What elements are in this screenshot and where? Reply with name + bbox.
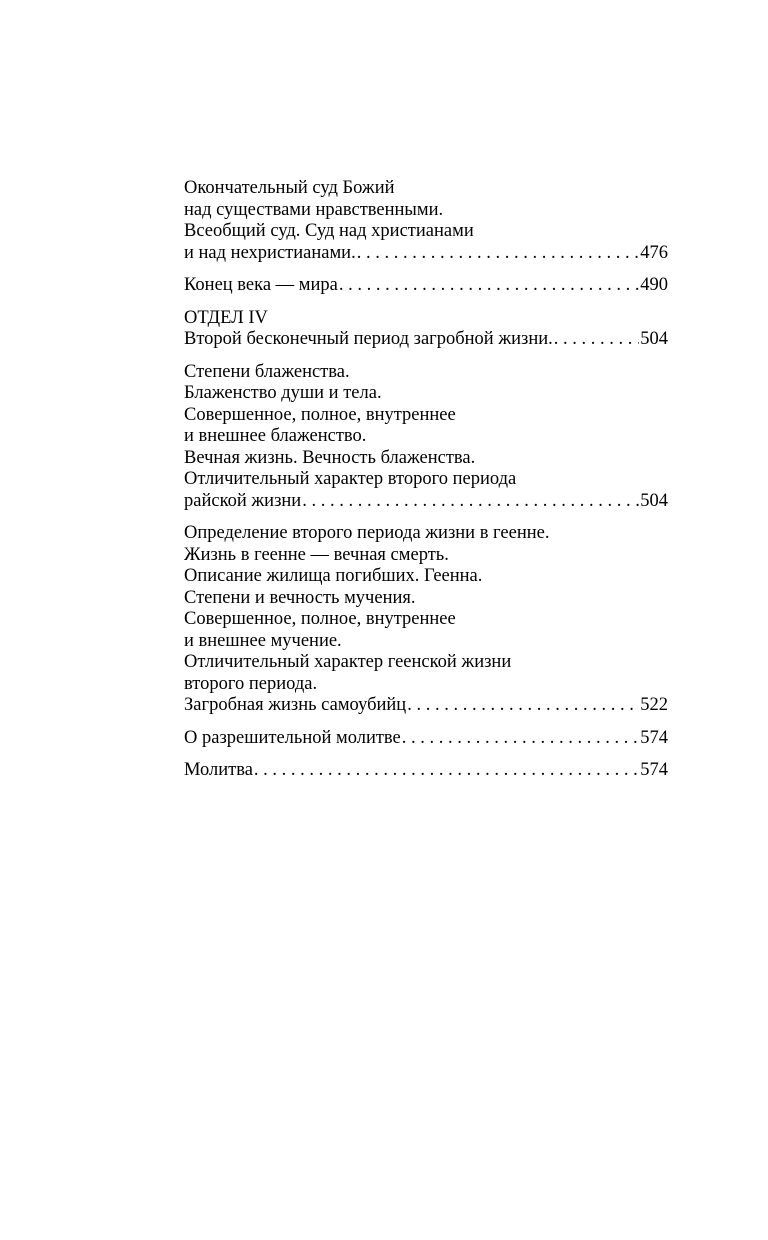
page-number: 574 (640, 727, 668, 748)
dot-leader (402, 728, 639, 750)
toc-line: и внешнее блаженство. (184, 426, 367, 446)
toc-line: Совершенное, полное, внутреннее (184, 404, 456, 425)
toc-line: Загробная жизнь самоубийц (184, 695, 407, 715)
dot-leader (254, 760, 639, 782)
section-heading: ОТДЕЛ IV (184, 307, 268, 328)
toc-entry (184, 308, 668, 351)
page-number: 522 (640, 695, 668, 715)
toc-line: Окончательный суд Божий (184, 178, 395, 198)
toc-leader-line (184, 695, 668, 717)
toc-line: над существами нравственными. (184, 199, 444, 220)
toc-line: и над нехристианами. (184, 242, 356, 263)
toc-line: Всеобщий суд. Суд над христианами (184, 221, 474, 241)
toc-line: Отличительный характер второго периода (184, 469, 517, 489)
toc-leader-line (184, 491, 668, 513)
toc-line: Жизнь в геенне — вечная смерть. (184, 544, 449, 565)
toc-entry (184, 523, 668, 717)
toc-line: Блаженство души и тела. (184, 383, 382, 403)
page-number: 476 (640, 242, 668, 263)
dot-leader (302, 491, 639, 513)
toc-entry (184, 760, 668, 782)
toc-line: Описание жилища погибших. Геенна. (184, 566, 483, 586)
toc-line: Второй бесконечный период загробной жизни. (184, 329, 553, 349)
toc-line: Степени и вечность мучения. (184, 587, 416, 608)
toc-line: Вечная жизнь. Вечность блаженства. (184, 447, 476, 468)
toc-leader-line (184, 275, 668, 297)
page-number: 504 (640, 490, 668, 511)
page-number: 574 (640, 760, 668, 780)
table-of-contents (184, 178, 668, 793)
toc-leader-line (184, 728, 668, 750)
dot-leader (339, 275, 639, 297)
toc-entry (184, 728, 668, 750)
toc-line: и внешнее мучение. (184, 630, 342, 651)
toc-line: Определение второго периода жизни в геенне. (184, 523, 550, 543)
toc-line: второго периода. (184, 673, 318, 694)
toc-leader-line (184, 243, 668, 265)
toc-line: Совершенное, полное, внутреннее (184, 609, 456, 629)
toc-line: Отличительный характер геенской жизни (184, 652, 512, 672)
toc-line: Конец века — мира (184, 275, 338, 295)
toc-leader-line (184, 329, 668, 351)
dot-leader (554, 329, 640, 351)
toc-line: Степени блаженства. (184, 361, 350, 382)
page-number: 490 (640, 275, 668, 295)
toc-entry (184, 275, 668, 297)
toc-line: райской жизни (184, 490, 302, 511)
page-number: 504 (640, 329, 668, 349)
dot-leader (357, 243, 640, 265)
toc-entry (184, 362, 668, 513)
toc-line: О разрешительной молитве (184, 727, 401, 748)
dot-leader (407, 695, 639, 717)
toc-leader-line (184, 760, 668, 782)
toc-entry (184, 178, 668, 264)
toc-line: Молитва (184, 760, 253, 780)
